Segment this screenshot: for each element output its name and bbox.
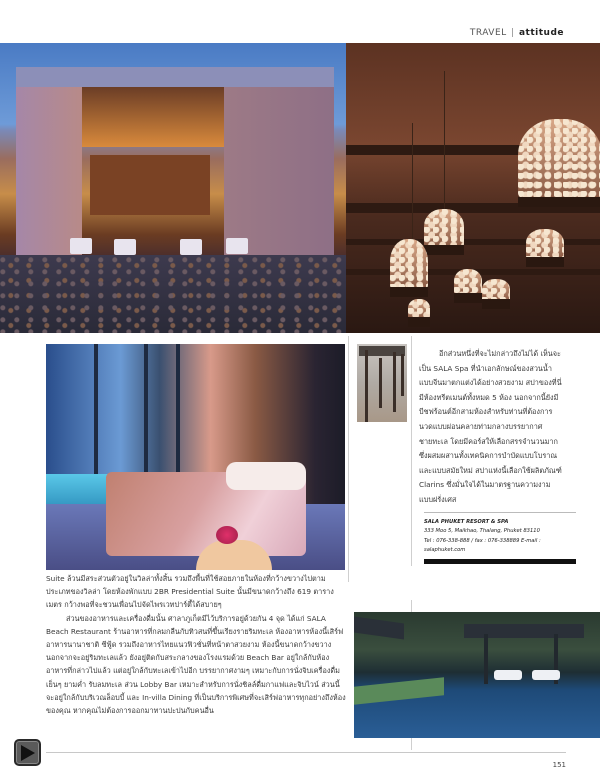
column-divider [411, 336, 412, 566]
photo-lanterns [346, 43, 600, 333]
sofa [532, 670, 560, 680]
villa-wall-left [16, 87, 82, 257]
section-label: TRAVEL [469, 28, 507, 38]
contact-block [424, 518, 574, 564]
chair-leg [393, 352, 396, 412]
play-icon [21, 745, 35, 761]
spa-paragraph: อีกส่วนหนึ่งที่จะไม่กล่าวถึงไม่ได้ เห็นจะเป็น SALA Spa ที่นำเอกลักษณ์ของสวนน้ำแบบจีนมาตกแต่งได้อย่างสวยงาม สปาของที่นี่มีห้องทรีตเมนต์ทั้งหมด 5 ห้อง นอกจากนี้ยังมีบีชฟร้อนต์อีกสามห้องสำหรับท่านที่ต้องการนวดแบบผ่อนคลายท่ามกลางบรรยากาศชายทะเล โดยมีคอร์สให้เลือกสรรจำนวนมาก ซึ่งผสมผสานทั้งเทคนิคการบำบัดแบบโบราณและแบบสมัยใหม่ สปาแห่งนี้เลือกใช้ผลิตภัณฑ์ Clarins ซึ่งมั่นใจได้ในมาตรฐานความงามแบบฝรั่งเศส [419, 349, 562, 504]
shell-lantern [390, 239, 428, 289]
column-divider [348, 336, 349, 582]
play-button[interactable] [14, 739, 41, 766]
contact-bar [424, 559, 576, 564]
chair-leg [401, 354, 404, 396]
shell-lantern [526, 229, 564, 259]
villa-wall-right [224, 87, 334, 257]
photo-pool-pavilion [354, 612, 600, 738]
pillow [226, 462, 306, 490]
article-body [46, 572, 346, 717]
sofa [494, 670, 522, 680]
page-header [470, 28, 564, 38]
lamp-cord [412, 123, 413, 243]
body-paragraph: ส่วนของอาหารและเครื่องดื่มนั้น ศาลาภูเก็ตมีไว้บริการอยู่ด้วยกัน 4 จุด ได้แก่ SALA Beach Restaurant ร้านอาหารที่กลมกลืนกับทิวสนที่ขึ้นเรียงรายริมทะเล ห้องอาหารห้องนี้เสิร์ฟอาหารนานาชาติ ซีฟู้ด รวมถึงอาหารไทยแนวฟิวชั่นที่หน้าตาสวยงาม ห้องนี้ขนาดกว้างขวาง นอกจากจะอยู่ริมทะเลแล้ว ยังอยู่ติดกับสระกลางของโรงแรมด้วย Beach Bar อยู่ใกล้กับห้องอาหารที่กล่าวไปแล้ว แต่อยู่ใกล้กับทะเลเข้าไปอีก บรรยากาศงามๆ เหมาะกับการนั่งจิบเครื่องดื่มเย็นๆ ยามค่ำ รับลมทะเล ส่วน Lobby Bar เหมาะสำหรับการนั่งชิลล์ดื่มกาแฟและจิบไวน์ ส่วนนี้จะอยู่ใกล้กับบริเวณล็อบบี้ และ In-villa Dining ที่เป็นบริการพิเศษที่จะเสิร์ฟอาหารทุกอย่างถึงห้องของคุณ หากคุณไม่ต้องการออกมาทานปะปนกับคนอื่น [46, 613, 346, 716]
pavilion-roof [354, 616, 404, 639]
villa-roof [16, 67, 334, 87]
lounge-chair [70, 238, 92, 254]
photo-dining-chairs [357, 344, 407, 422]
lounge-chair [226, 238, 248, 254]
subsection-label: attitude [518, 28, 564, 38]
photo-bedroom [46, 344, 345, 570]
photo-villa-exterior [0, 43, 346, 333]
lounge-chair [180, 239, 202, 255]
contact-divider [424, 512, 576, 513]
footer-divider [46, 752, 566, 753]
resort-phone: Tel : 076-338-888 / fax : 076-338889 E-mail : salaphuket.com [424, 537, 541, 554]
chair-leg [365, 350, 368, 422]
shell-lantern [454, 269, 482, 295]
spa-description [419, 347, 563, 508]
header-separator: | [511, 28, 515, 38]
villa-back-wall [90, 155, 210, 215]
shell-lantern [482, 279, 510, 301]
shell-lantern [518, 119, 600, 199]
pavilion-roof [464, 624, 584, 638]
body-paragraph: Suite ล้วนมีสระส่วนตัวอยู่ในวิลล่าทั้งสิ้น รวมถึงพื้นที่ใช้สอยภายในห้องที่กว้างขวางไปตามประเภทของวิลล่า โดยห้องพักแบบ 2BR Presidential Suite นั้นมีขนาดกว้างถึง 619 ตารางเมตร กว้างพอที่จะชวนเพื่อนไปจัดไพรเวทปาร์ตี้ได้สบายๆ [46, 574, 334, 610]
lounge-chair [114, 239, 136, 255]
lawn [354, 677, 444, 704]
pebble-garden [0, 255, 346, 333]
page-number: 151 [552, 761, 566, 769]
flower-arrangement [216, 526, 238, 544]
shell-lantern [424, 209, 464, 247]
window-frame [94, 344, 98, 494]
resort-name: SALA PHUKET RESORT & SPA [424, 519, 509, 525]
resort-address: 333 Moo 5, Maikhao, Thalang, Phuket 83110 [424, 528, 540, 535]
chair-leg [379, 358, 382, 408]
shell-lantern [408, 299, 430, 319]
pavilion-post [484, 634, 488, 684]
lamp-cord [444, 71, 445, 211]
